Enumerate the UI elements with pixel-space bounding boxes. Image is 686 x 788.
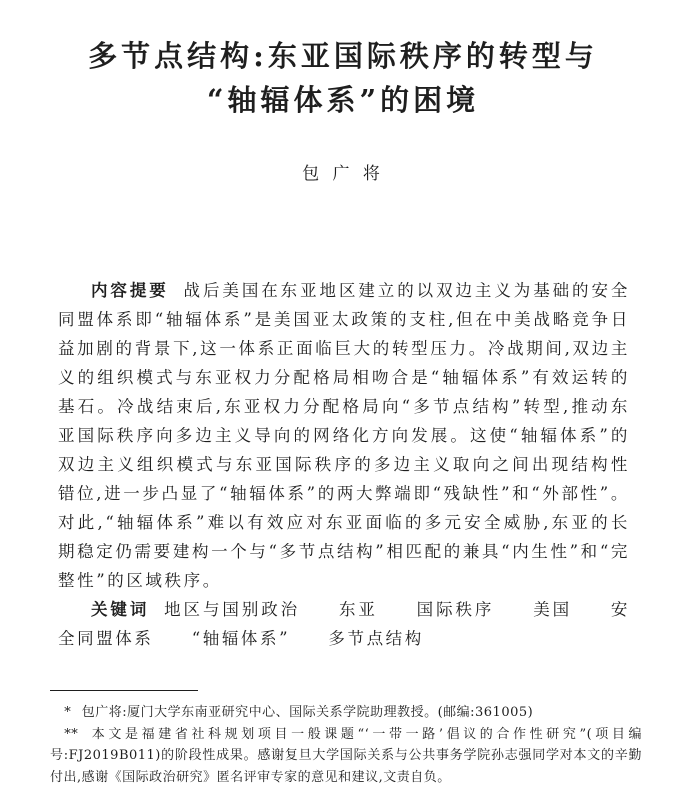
article-title	[0, 34, 686, 122]
keywords-paragraph	[58, 595, 630, 653]
author-name: 包 广 将	[0, 162, 686, 186]
footnote-funding-note	[50, 724, 642, 788]
footnote-funding-note-marker: **	[64, 727, 78, 742]
abstract-paragraph	[58, 276, 630, 595]
abstract-label: 内容提要	[91, 281, 169, 300]
footnotes-section	[50, 690, 642, 788]
footnote-author-note-marker: *	[64, 705, 71, 720]
abstract-section	[58, 276, 630, 653]
footnote-author-note	[50, 702, 642, 724]
footnote-funding-note-text: 本文是福建省社科规划项目一般课题“‘一带一路’倡议的合作性研究”(项目编号:FJ2019B011)的阶段性成果。感谢复旦大学国际关系与公共事务学院孙志强同学对本文的辛勤付出,感谢《国际政治研究》匿名评审专家的意见和建议,文责自负。	[50, 727, 642, 785]
footnote-separator	[50, 690, 198, 691]
article-title-line1: 多节点结构:东亚国际秩序的转型与	[0, 34, 686, 78]
keywords-label: 关键词	[91, 600, 149, 619]
article-title-line2: “轴辐体系”的困境	[0, 78, 686, 122]
abstract-text: 战后美国在东亚地区建立的以双边主义为基础的安全同盟体系即“轴辐体系”是美国亚太政策的支柱,但在中美战略竞争日益加剧的背景下,这一体系正面临巨大的转型压力。冷战期间,双边主义的组织模式与东亚权力分配格局相吻合是“轴辐体系”有效运转的基石。冷战结束后,东亚权力分配格局向“多节点结构”转型,推动东亚国际秩序向多边主义导向的网络化方向发展。这使“轴辐体系”的双边主义组织模式与东亚国际秩序的多边主义取向之间出现结构性错位,进一步凸显了“轴辐体系”的两大弊端即“残缺性”和“外部性”。对此,“轴辐体系”难以有效应对东亚面临的多元安全威胁,东亚的长期稳定仍需要建构一个与“多节点结构”相匹配的兼具“内生性”和“完整性”的区域秩序。	[58, 281, 630, 590]
keywords-list: 地区与国别政治 东亚 国际秩序 美国 安全同盟体系 “轴辐体系” 多节点结构	[58, 600, 630, 648]
footnote-author-note-text: 包广将:厦门大学东南亚研究中心、国际关系学院助理教授。(邮编:361005)	[82, 705, 534, 720]
